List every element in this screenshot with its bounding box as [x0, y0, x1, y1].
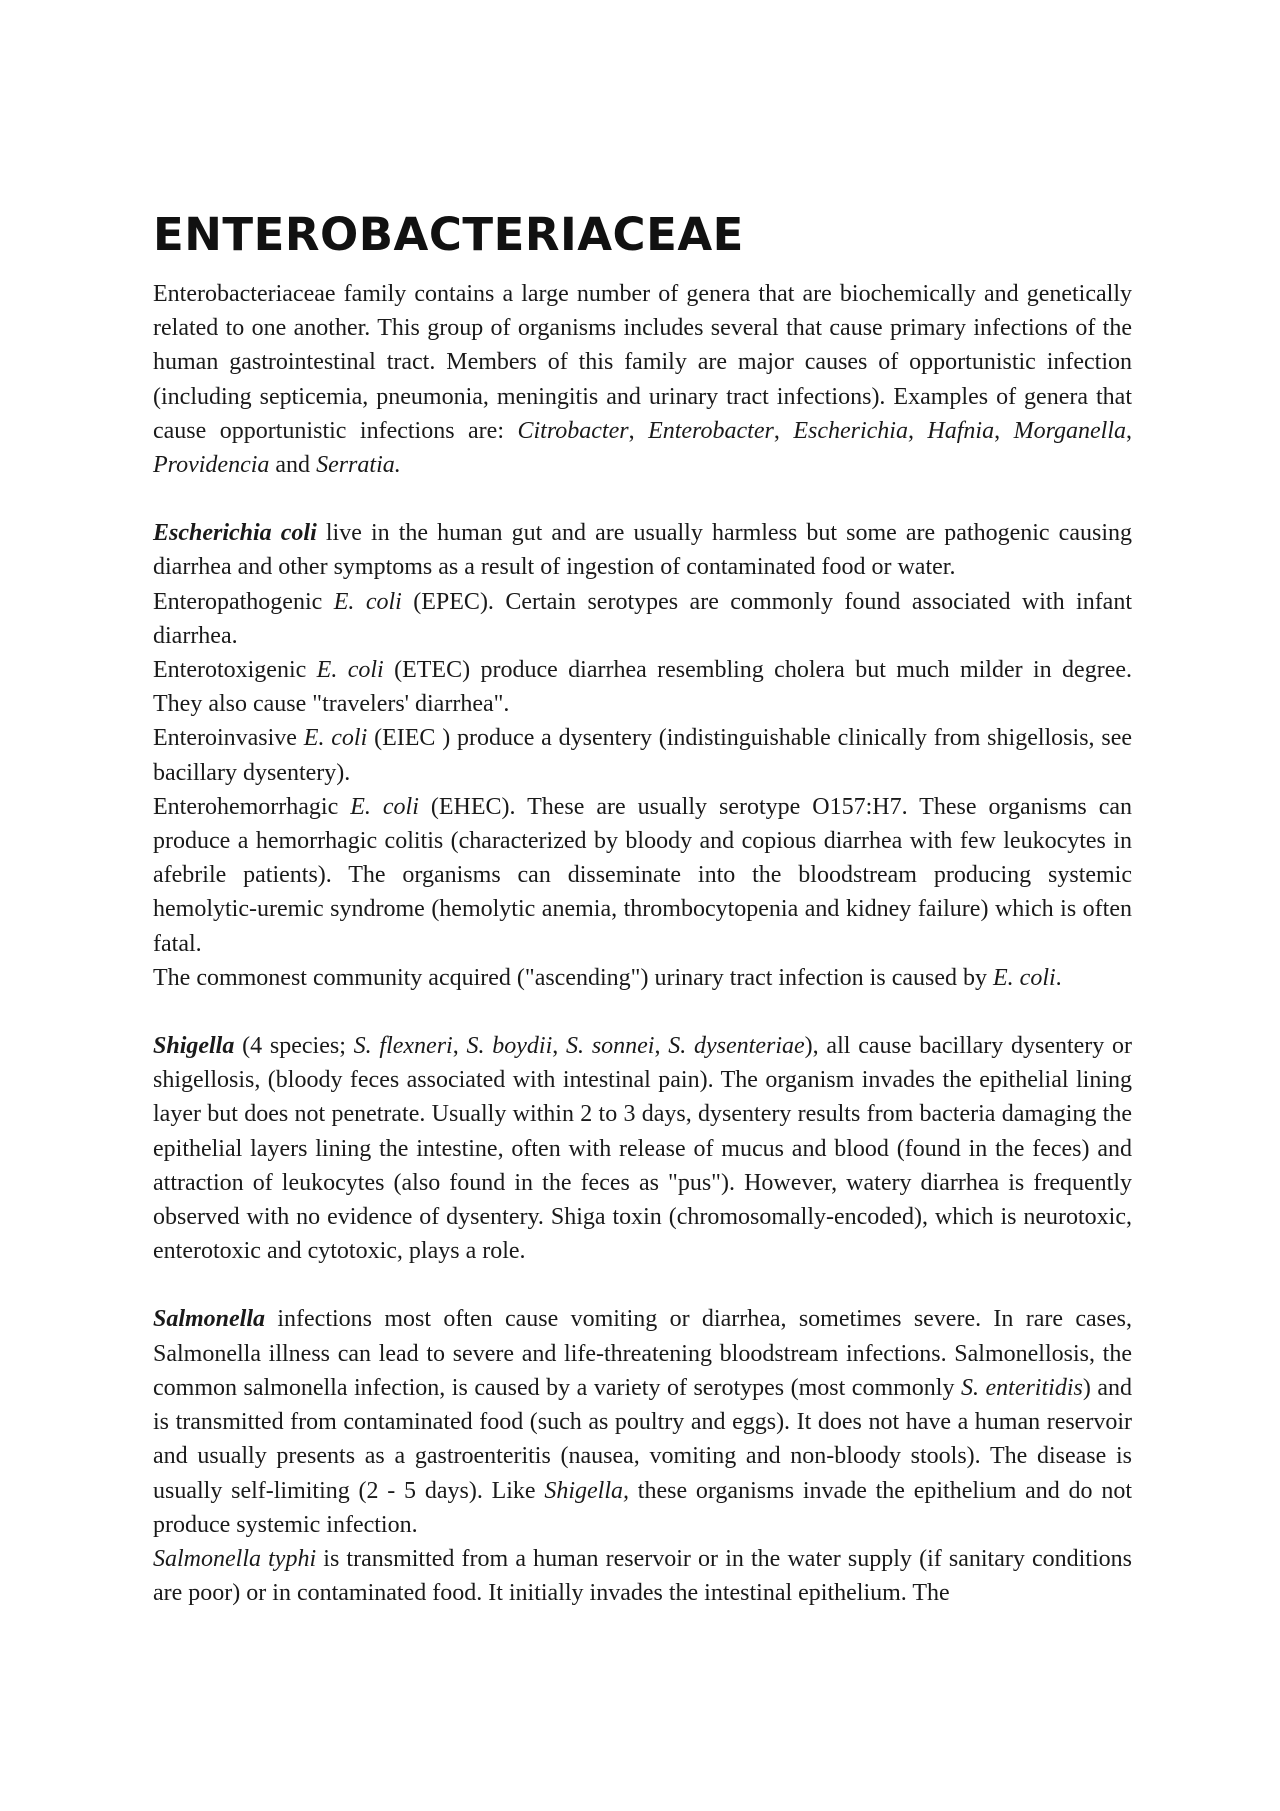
etec-text: (ETEC) produce diarrhea resembling cholera but much milder in degree. They also cause "travelers' diarrhea".: [153, 657, 1133, 718]
ecoli-heading: Escherichia coli: [153, 520, 317, 547]
typhi-text: is transmitted from a human reservoir or in the water supply (if sanitary conditions are poor) or in contaminated food. It initially invades the intestinal epithelium. The: [153, 1545, 1132, 1607]
salmonella-heading: Salmonella: [153, 1306, 266, 1333]
ehec-paragraph: [153, 790, 1132, 961]
salmonella-paragraph: [153, 1302, 1132, 1541]
uti-text: The commonest community acquired ("ascending") urinary tract infection is caused by: [153, 964, 993, 991]
separator: ,: [654, 1033, 669, 1060]
shigella-text-rest: ), all cause bacillary dysentery or shigellosis, (bloody feces associated with intestinal pain). The organism invades the epithelial lining layer but does not penetrate. Usually within 2 to 3 days, dysentery results from bacteria damaging the epithelial layers lining the intestine, often with release of mucus and blood (found in the feces) and attraction of leukocytes (also found in the feces as "pus"). However, watery diarrhea is frequently observed with no evidence of dysentery. Shiga toxin (chromosomally-encoded), which is neurotoxic, enterotoxic and cytotoxic, plays a role.: [153, 1033, 1133, 1265]
uti-species: E. coli: [993, 964, 1056, 991]
etec-species: E. coli: [316, 657, 384, 684]
document-page: [153, 205, 1132, 1610]
ecoli-text: live in the human gut and are usually harmless but some are pathogenic causing diarrhea and other symptoms as a result of ingestion of contaminated food or water.: [153, 520, 1132, 581]
shigella-heading: Shigella: [153, 1033, 235, 1060]
page-title: ENTEROBACTERIACEAE: [153, 208, 744, 261]
genus-morganella: Morganella: [1013, 417, 1127, 444]
separator: ,: [773, 417, 794, 444]
ehec-species: E. coli: [350, 793, 419, 820]
ecoli-paragraph: [153, 516, 1132, 584]
salmonella-text-end: these organisms invade the epithelium and do not produce systemic infection.: [153, 1477, 1133, 1538]
ehec-label: Enterohemorrhagic: [153, 793, 351, 820]
genus-providencia: Providencia: [153, 452, 270, 479]
etec-label: Enterotoxigenic: [153, 657, 317, 684]
shigella-paragraph: [153, 1029, 1132, 1268]
epec-paragraph: [153, 585, 1132, 653]
eiec-paragraph: [153, 721, 1132, 789]
genus-enterobacter: Enterobacter: [648, 417, 774, 444]
genus-citrobacter: Citrobacter: [517, 417, 629, 444]
epec-label: Enteropathogenic: [153, 588, 334, 615]
paragraph-gap: [153, 1268, 1132, 1302]
intro-text: Enterobacteriaceae family contains a large number of genera that are biochemically and genetically related to one another. This group of organisms includes several that cause primary infections of the human gastrointestinal tract. Members of this family are major causes of opportunistic infection (including septicemia, pneumonia, meningitis and urinary tract infections). Examples of genera that cause opportunistic infections are:: [153, 281, 1132, 444]
species-flexneri: S. flexneri: [353, 1033, 453, 1060]
separator: ,: [628, 417, 649, 444]
species-boydii: S. boydii: [466, 1033, 553, 1060]
genus-shigella: Shigella,: [544, 1477, 630, 1504]
separator: ,: [452, 1033, 467, 1060]
salmonella-text-rest: ) and is transmitted from contaminated food (such as poultry and eggs). It does not have a human reservoir and usually presents as a gastroenteritis (nausea, vomiting and non-bloody stools). The disease is usually self-limiting (2 - 5 days). Like: [153, 1374, 1132, 1504]
genus-serratia: Serratia.: [316, 452, 401, 479]
ehec-text: (EHEC). These are usually serotype O157:H7. These organisms can produce a hemorrhagic colitis (characterized by bloody and copious diarrhea with few leukocytes in afebrile patients). The organisms can disseminate into the bloodstream producing systemic hemolytic-uremic syndrome (hemolytic anemia, thrombocytopenia and kidney failure) which is often fatal.: [153, 793, 1132, 957]
paragraph-gap: [153, 995, 1132, 1029]
separator: ,: [994, 417, 1014, 444]
species-dysenteriae: S. dysenteriae: [668, 1033, 805, 1060]
separator: and: [269, 452, 317, 479]
paragraph-gap: [153, 482, 1132, 516]
epec-species: E. coli: [333, 588, 402, 615]
uti-end: .: [1055, 964, 1062, 991]
salmonella-text: infections most often cause vomiting or diarrhea, sometimes severe. In rare cases, Salmonella illness can lead to severe and life-threatening bloodstream infections. Salmonellosis, the common salmonella infection, is caused by a variety of serotypes (most commonly: [153, 1306, 1132, 1401]
separator: ,: [1126, 417, 1133, 444]
eiec-label: Enteroinvasive: [153, 725, 304, 752]
separator: ,: [552, 1033, 567, 1060]
etec-paragraph: [153, 653, 1132, 721]
species-typhi: Salmonella typhi: [153, 1545, 317, 1572]
uti-paragraph: [153, 961, 1132, 995]
epec-text: (EPEC). Certain serotypes are commonly found associated with infant diarrhea.: [153, 588, 1133, 649]
intro-paragraph: [153, 277, 1132, 482]
species-sonnei: S. sonnei: [566, 1033, 655, 1060]
species-enteritidis: S. enteritidis: [960, 1374, 1083, 1401]
typhi-paragraph: [153, 1542, 1132, 1610]
genus-escherichia-hafnia: Escherichia, Hafnia: [793, 417, 995, 444]
shigella-text: (4 species;: [234, 1033, 354, 1060]
eiec-text: (EIEC ) produce a dysentery (indistinguishable clinically from shigellosis, see bacillary dysentery).: [153, 725, 1133, 786]
eiec-species: E. coli: [303, 725, 368, 752]
